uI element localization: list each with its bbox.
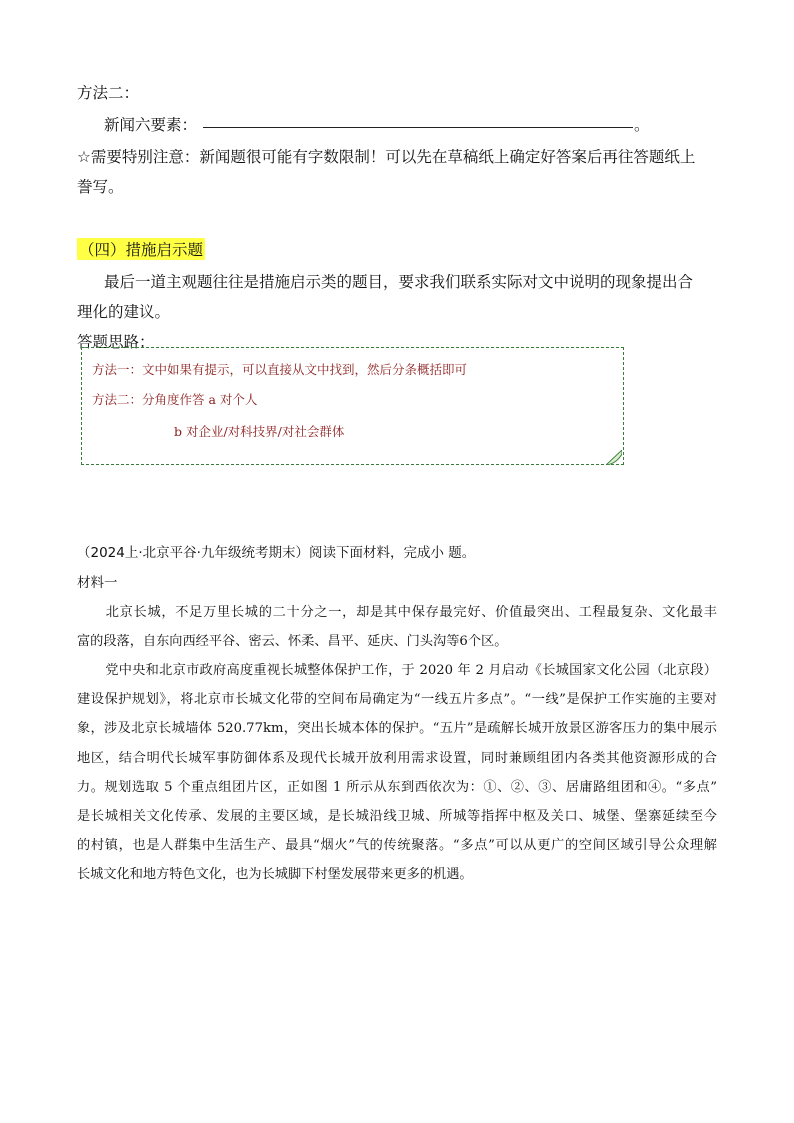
material-para2 [77,656,717,890]
material-para1-line: 北京长城，不足万里长城的二十分之一，却是其中保存最完好、价值最突出、工程最复杂、文化最丰 [105,605,717,620]
section4-para-line2: 理化的建议。 [77,303,171,321]
special-note-line2: 誊写。 [77,178,124,196]
box-method1: 方法一：文中如果有提示，可以直接从文中找到，然后分条概括即可 [92,362,468,377]
question-source: （2024上·北京平谷·九年级统考期末）阅读下面材料，完成小 题。 [77,545,476,561]
material-para2-line: 建设保护规划》，将北京市长城文化带的空间布局确定为“一线五片多点”。“一线”是保护工作实施的主要对 [77,692,717,708]
special-note-line1: ☆需要特别注意：新闻题很可能有字数限制！可以先在草稿纸上确定好答案后再往答题纸上 [77,148,696,166]
material-para1-line: 富的段落，自东向西经平谷、密云、怀柔、昌平、延庆、门头沟等6个区。 [77,634,508,650]
six-elements-end: 。 [634,116,650,134]
material-para2-line: 力。规划选取 5 个重点组团片区，正如图 1 所示从东到西依次为：①、②、③、居庸路组团和④。“多点” [77,779,717,795]
answer-thinking-label: 答题思路： [77,333,155,351]
six-elements-label: 新闻六要素： [104,116,198,134]
six-elements-blank [203,127,633,128]
section4-title: （四）措施启示题 [77,238,205,260]
section4-para-line1: 最后一道主观题往往是措施启示类的题目，要求我们联系实际对文中说明的现象提出合 [104,273,694,291]
material-para2-line: 地区，结合明代长城军事防御体系及现代长城开放利用需求设置，同时兼顾组团内各类其他资源形成的合 [77,750,717,766]
material-para1 [77,598,717,656]
material-label: 材料一 [77,575,118,591]
answer-method-box [81,347,624,465]
material-para2-line: 是长城相关文化传承、发展的主要区域，是长城沿线卫城、所城等指挥中枢及关口、城堡、堡寨延续至今 [77,809,717,825]
material-para2-line: 象，涉及北京长城墙体 520.77km，突出长城本体的保护。“五片”是疏解长城开放景区游客压力的集中展示 [77,721,717,737]
page-fold-icon [606,450,622,465]
material-para2-line: 长城文化和地方特色文化，也为长城脚下村堡发展带来更多的机遇。 [77,867,473,883]
material-para2-line: 的村镇，也是人群集中生活生产、最具“烟火”气的传统聚落。“多点”可以从更广的空间区域引导公众理解 [77,838,717,854]
method2-heading: 方法二： [77,84,140,102]
box-method2-b: b 对企业/对科技界/对社会群体 [174,424,345,439]
material-para2-line: 党中央和北京市政府高度重视长城整体保护工作，于 2020 年 2 月启动《长城国家文化公园（北京段） [105,663,717,678]
box-method2: 方法二：分角度作答 a 对个人 [92,392,258,407]
